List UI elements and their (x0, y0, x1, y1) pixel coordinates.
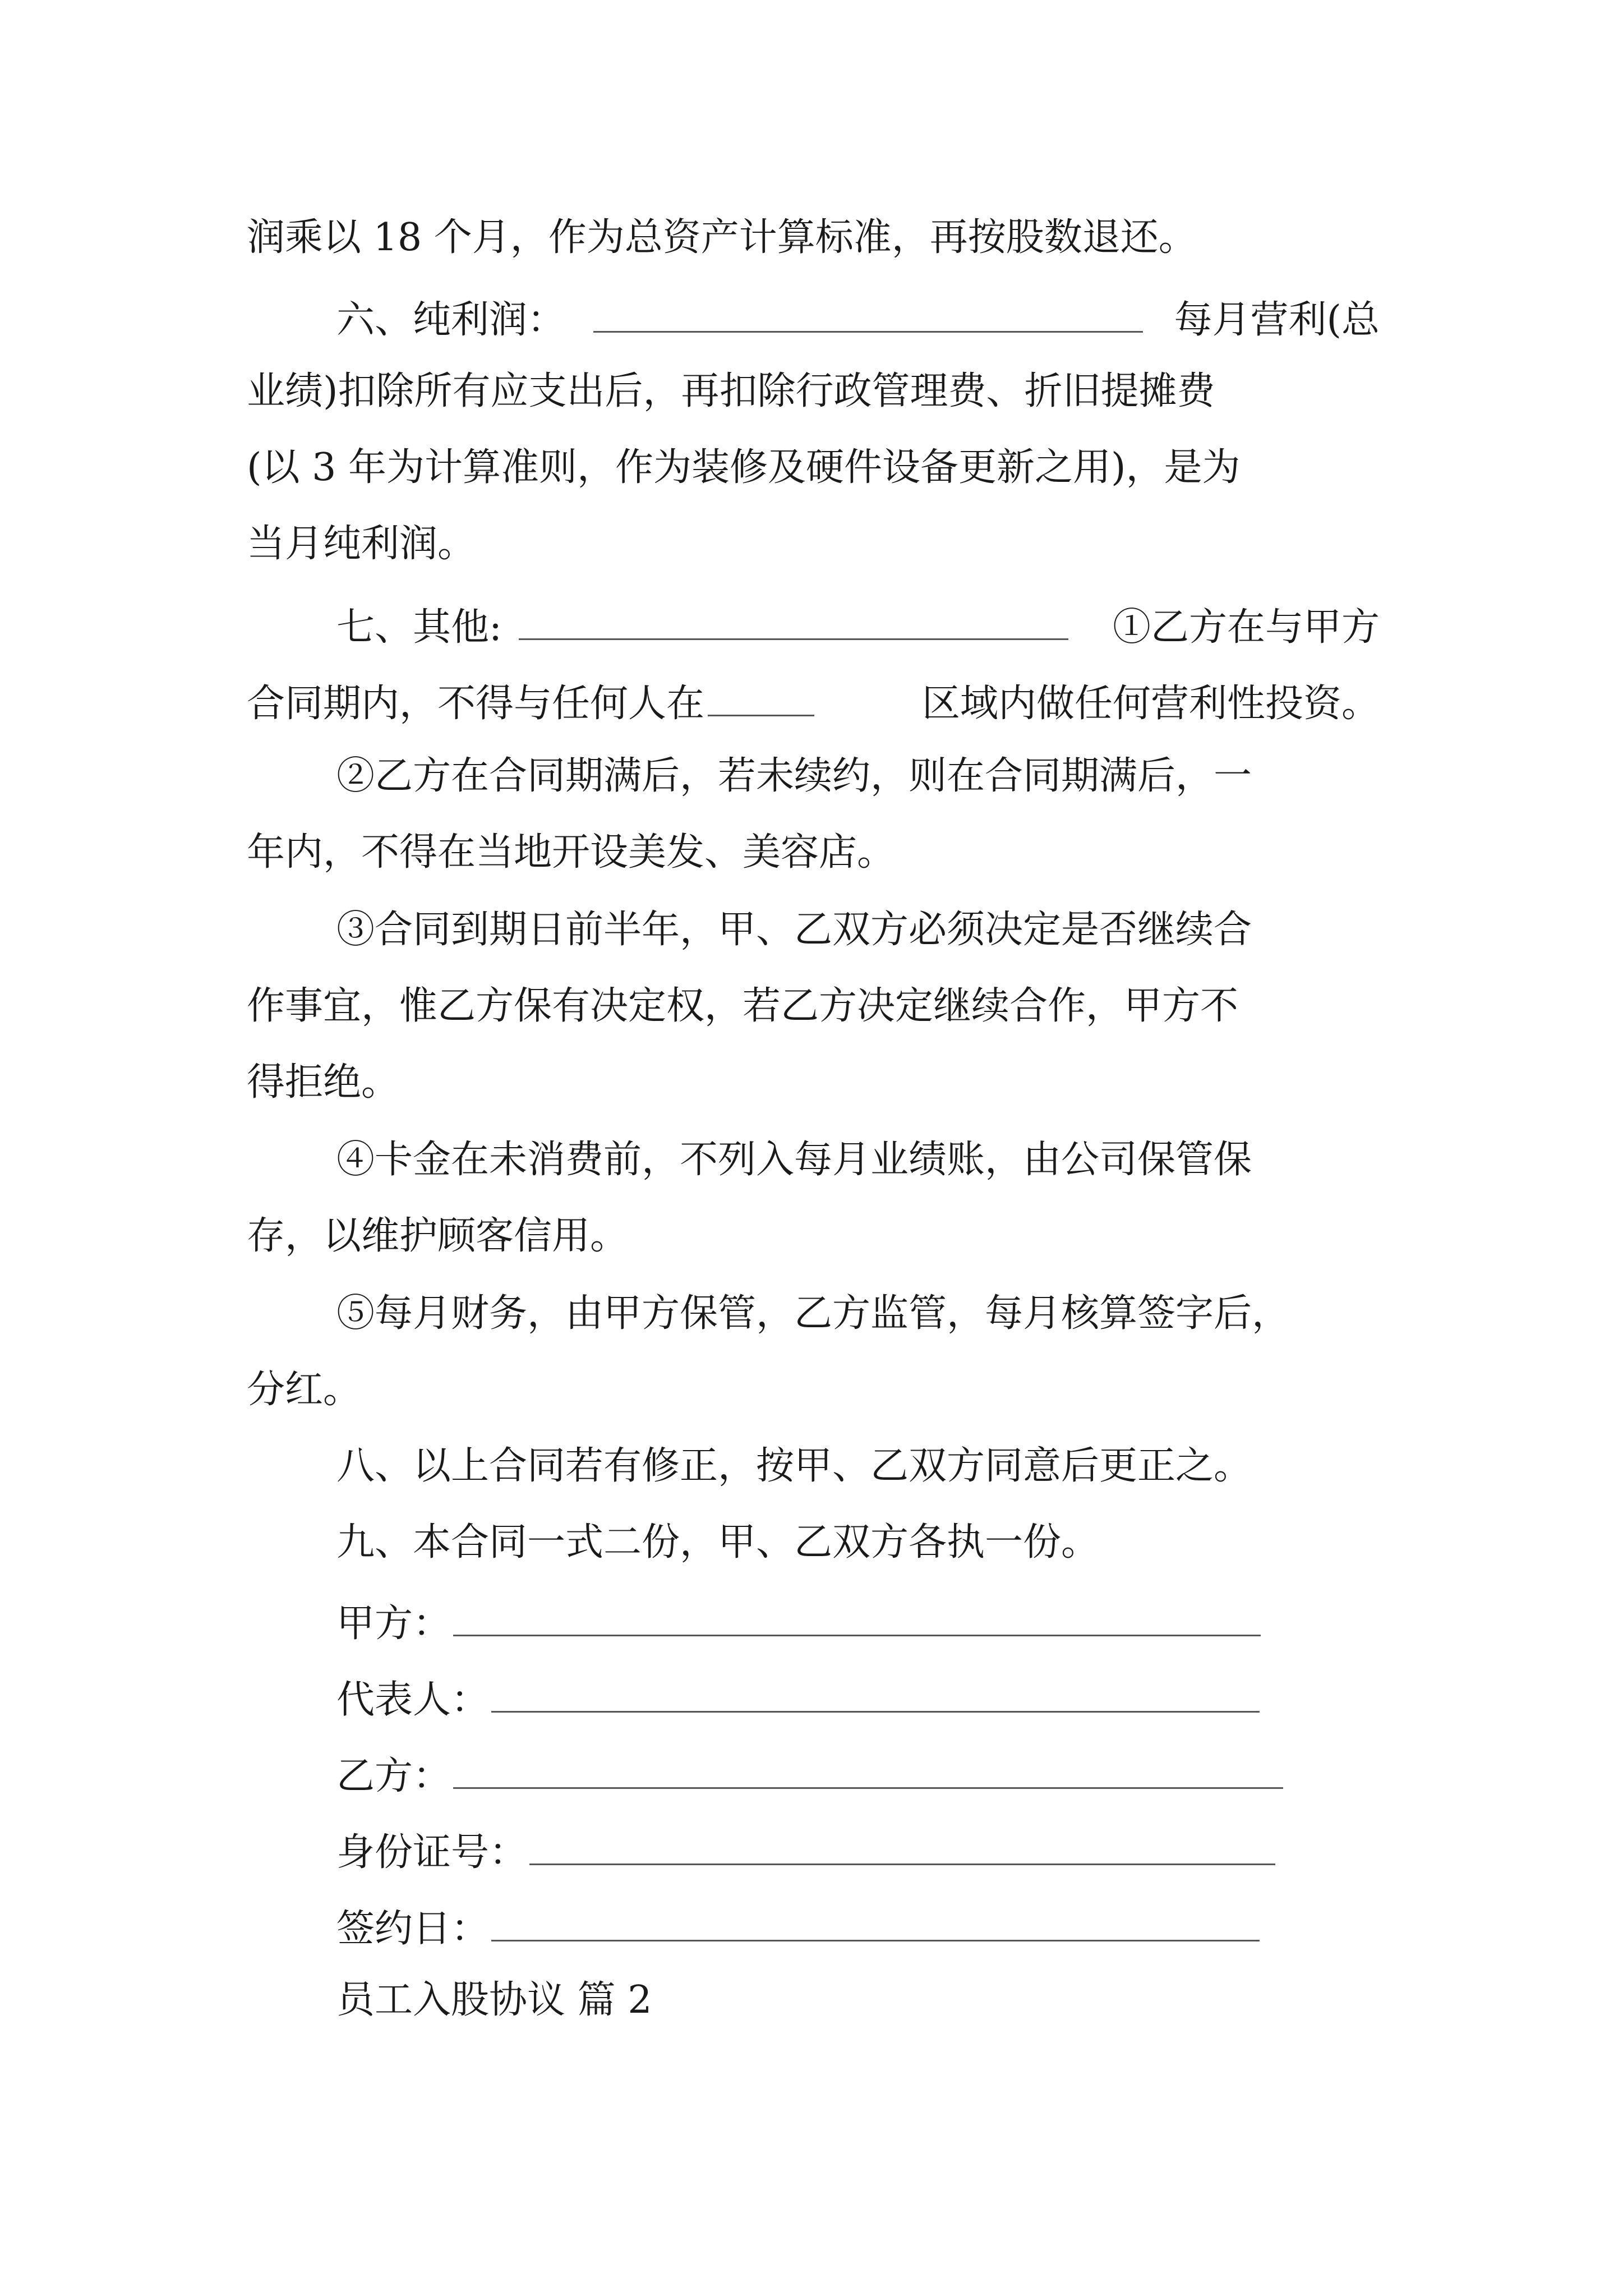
text: 作事宜，惟乙方保有决定权，若乙方决定继续合作，甲方不 (247, 984, 1239, 1028)
paragraph-line (247, 522, 476, 566)
section-heading (336, 1978, 652, 2022)
net-profit-line (336, 296, 1380, 342)
id-number-field (336, 1829, 1275, 1875)
blank-line (593, 296, 1143, 333)
paragraph-line (247, 445, 1380, 490)
paragraph-line (336, 908, 1380, 952)
party-b-signature (336, 1752, 1283, 1796)
text: 分红。 (247, 1368, 362, 1412)
party-a-signature (336, 1600, 1261, 1646)
text: ③合同到期日前半年，甲、乙双方必须决定是否继续合 (336, 908, 1252, 952)
text: 得拒绝。 (247, 1060, 400, 1105)
paragraph-line (336, 1520, 1100, 1565)
text: ⑤每月财务，由甲方保管，乙方监管，每月核算签字后， (336, 1291, 1290, 1336)
blank-line (519, 604, 1068, 640)
text: ②乙方在合同期满后，若未续约，则在合同期满后，一 (336, 754, 1252, 798)
paragraph-line (247, 984, 1380, 1028)
paragraph-line (336, 754, 1380, 798)
text: 合同期内，不得与任何人在 (247, 682, 705, 726)
text: 员工入股协议 篇 2 (336, 1978, 652, 2022)
id-number-line (529, 1829, 1275, 1865)
other-terms-line (336, 604, 1380, 650)
paragraph-line (247, 1368, 362, 1412)
sign-date-line (491, 1905, 1260, 1941)
party-b-label: 乙方： (336, 1754, 451, 1798)
id-number-label: 身份证号： (336, 1830, 528, 1875)
paragraph-line (336, 1444, 1380, 1488)
paragraph-line (336, 1291, 1380, 1336)
text: 七、其他: (336, 605, 502, 650)
paragraph-line (336, 1138, 1380, 1182)
paragraph-line (247, 215, 1380, 260)
party-a-label: 甲方： (336, 1602, 451, 1646)
text: ①乙方在与甲方 (1112, 605, 1380, 650)
paragraph-line (247, 680, 1380, 726)
text: ④卡金在未消费前，不列入每月业绩账，由公司保管保 (336, 1138, 1252, 1182)
text: 八、以上合同若有修正，按甲、乙双方同意后更正之。 (336, 1444, 1252, 1488)
text: 润乘以 18 个月，作为总资产计算标准，再按股数退还。 (247, 215, 1197, 260)
text: (以 3 年为计算准则，作为装修及硬件设备更新之用)，是为 (247, 445, 1241, 490)
paragraph-line (247, 369, 1380, 413)
sign-date-label: 签约日： (336, 1907, 490, 1951)
text: 存，以维护顾客信用。 (247, 1214, 629, 1258)
paragraph-line (247, 1060, 400, 1105)
text: 区域内做任何营利性投资。 (921, 682, 1380, 726)
party-b-signature-line (453, 1752, 1283, 1789)
sign-date-field (336, 1905, 1260, 1951)
party-a-signature-line (453, 1600, 1261, 1636)
text: 业绩)扣除所有应支出后，再扣除行政管理费、折旧提摊费 (247, 369, 1215, 413)
text: 六、纯利润： (336, 298, 566, 342)
text: 当月纯利润。 (247, 522, 476, 566)
text: 九、本合同一式二份，甲、乙双方各执一份。 (336, 1520, 1100, 1565)
text: 年内，不得在当地开设美发、美容店。 (247, 830, 896, 875)
text: 每月营利(总 (1174, 298, 1380, 342)
paragraph-line (247, 1214, 629, 1258)
paragraph-line (247, 830, 896, 875)
representative-signature (336, 1676, 1260, 1722)
region-blank-line (708, 680, 814, 716)
representative-signature-line (491, 1676, 1260, 1713)
representative-label: 代表人： (336, 1678, 490, 1722)
